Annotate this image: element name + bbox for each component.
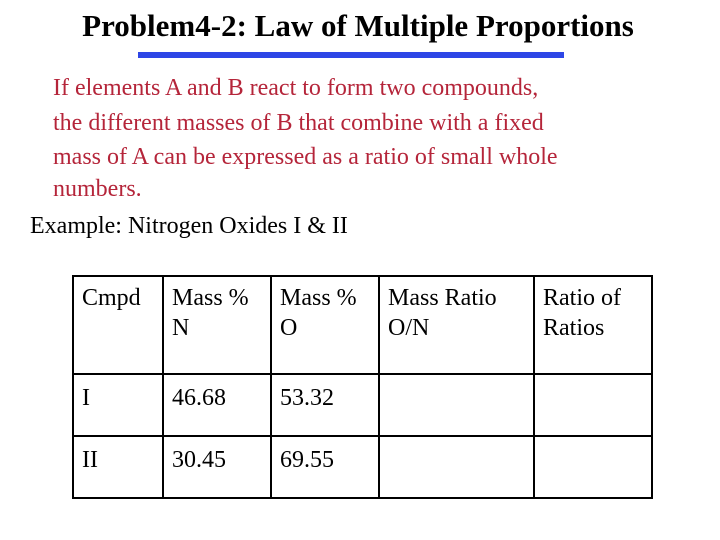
header-line: Ratio of <box>543 285 621 311</box>
table-cell <box>379 374 534 436</box>
header-line: O/N <box>388 315 430 341</box>
table-cell: 53.32 <box>271 374 379 436</box>
header-line: N <box>172 315 190 341</box>
header-cell-ratio-of-ratios <box>534 276 652 374</box>
header-cell-mass-n <box>163 276 271 374</box>
header-cell-compound <box>73 276 163 374</box>
header-line: Mass Ratio <box>388 285 497 311</box>
table-cell: 30.45 <box>163 436 271 498</box>
table-cell: 46.68 <box>163 374 271 436</box>
table-cell: 69.55 <box>271 436 379 498</box>
header-line: Mass % <box>280 285 357 311</box>
table-cell <box>534 436 652 498</box>
example-line: Example: Nitrogen Oxides I & II <box>30 213 348 239</box>
table-cell: I <box>73 374 163 436</box>
table-header-row <box>73 276 652 374</box>
header-line: O <box>280 315 298 341</box>
proportions-table <box>72 275 653 499</box>
table-cell <box>534 374 652 436</box>
slide-title: Problem4-2: Law of Multiple Proportions <box>82 8 634 43</box>
header-cell-mass-ratio <box>379 276 534 374</box>
table-row <box>73 374 652 436</box>
table-cell <box>379 436 534 498</box>
table-cell: II <box>73 436 163 498</box>
definition-line: mass of A can be expressed as a ratio of small whole <box>53 144 558 170</box>
header-line: Ratios <box>543 315 605 341</box>
header-cell-mass-o <box>271 276 379 374</box>
title-underline <box>138 52 564 58</box>
header-line: Cmpd <box>82 285 141 311</box>
definition-line: the different masses of B that combine with a fixed <box>53 110 544 136</box>
definition-line: If elements A and B react to form two compounds, <box>53 75 539 101</box>
table-row <box>73 436 652 498</box>
definition-line: numbers. <box>53 176 142 202</box>
header-line: Mass % <box>172 285 249 311</box>
